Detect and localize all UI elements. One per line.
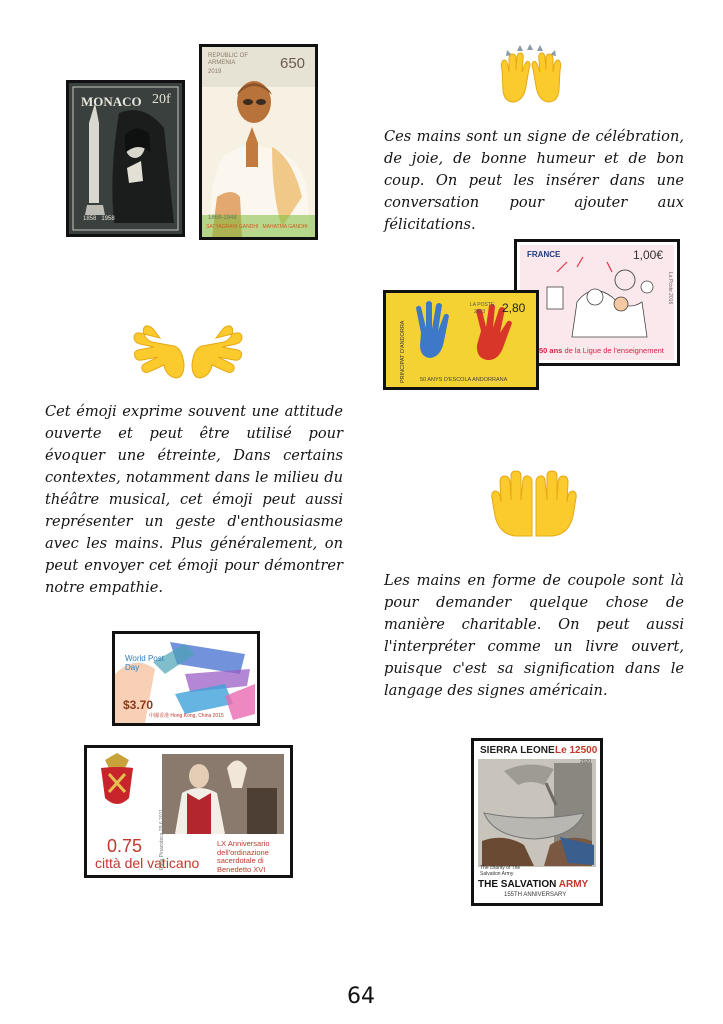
sierraleone-title-b: ARMY (558, 879, 589, 890)
hongkong-label: World Post Day (125, 654, 164, 672)
armenia-caption: SATYAGRAHI GANDHI MAHATMA GANDHI (206, 224, 308, 230)
monaco-value: 20f (152, 92, 171, 107)
sierraleone-year: 2020 (580, 759, 592, 765)
sierraleone-value: Le 12500 (555, 745, 598, 756)
france-caption-bold: 50 ans (539, 346, 563, 355)
sierraleone-title-a: THE SALVATION (478, 879, 557, 890)
open-hands-icon (132, 318, 244, 380)
france-caption-rest: de la Ligue de l'enseignement (562, 346, 664, 355)
sierraleone-country: SIERRA LEONE (480, 745, 555, 756)
hongkong-issuer: 中國香港 Hong Kong, China 2015 (149, 713, 224, 719)
hongkong-value: $3.70 (123, 698, 154, 712)
france-side: La Poste 2016 (667, 272, 673, 305)
stamp-vatican (84, 745, 293, 878)
stamp-hongkong (112, 631, 260, 726)
stamp-andorra (383, 290, 539, 390)
armenia-dates: 1869-1948 (208, 215, 237, 221)
andorra-country: PRINCIPAT D'ANDORRA (400, 320, 406, 383)
france-caption (539, 346, 664, 355)
sierraleone-title (478, 879, 588, 890)
raising-hands-icon (498, 42, 564, 108)
monaco-country: MONACO (81, 94, 142, 109)
andorra-post: LA POSTE (470, 302, 495, 308)
stamp-sierra-leone (471, 738, 603, 906)
paragraph-palms-up: Les mains en forme de coupole sont là pour demander quelque chose de manière charitable. On peut aussi l'interpréter comme un livre ouvert, puisque c'est sa signification dans le langage des signes américain. (384, 572, 684, 699)
page-number: 64 (347, 984, 375, 1009)
armenia-year: 2019 (208, 69, 222, 75)
armenia-value: 650 (280, 55, 306, 72)
vatican-value: 0.75 (107, 836, 143, 856)
andorra-value: 2,80 (502, 301, 526, 315)
paragraph-open-hands: Cet émoji exprime souvent une attitude ouverte et peut être utilisé pour évoquer une étreinte, Dans certains contextes, notamment dans le milieu du théâtre musical, cet émoji peut aussi représenter un geste d'enthousiasme avec les mains. Plus généralement, on peut envoyer cet émoji pour démontrer notre empathie. (45, 403, 343, 596)
andorra-year: 2013 (474, 309, 486, 315)
stamp-armenia-gandhi (199, 44, 318, 240)
vatican-side: Dalla Pinacoteca 29.6.2011 (159, 809, 165, 870)
andorra-caption: 50 ANYS D'ESCOLA ANDORRANA (420, 377, 508, 383)
vatican-country: città del vaticano (95, 855, 200, 871)
paragraph-celebration: Ces mains sont un signe de célébration, de joie, de bonne humeur et de bon coup. On peut les insérer dans une conversation pour ajouter aux félicitations. (384, 128, 684, 233)
sierraleone-anniv: 155TH ANNIVERSARY (504, 892, 567, 898)
stamp-monaco (66, 80, 185, 237)
vatican-title: LX Anniversario dell'ordinazione sacerdotale di Benedetto XVI (217, 839, 270, 874)
france-value: 1,00€ (633, 248, 664, 262)
palms-up-together-icon (489, 470, 579, 540)
france-country: FRANCE (527, 250, 561, 259)
monaco-years: 1858 1958 (83, 216, 115, 222)
gandhi-stamp-art (202, 47, 315, 237)
armenia-country: REPUBLIC OF ARMENIA (208, 53, 249, 66)
sierraleone-charity: The charity of The Salvation Army (480, 865, 521, 877)
